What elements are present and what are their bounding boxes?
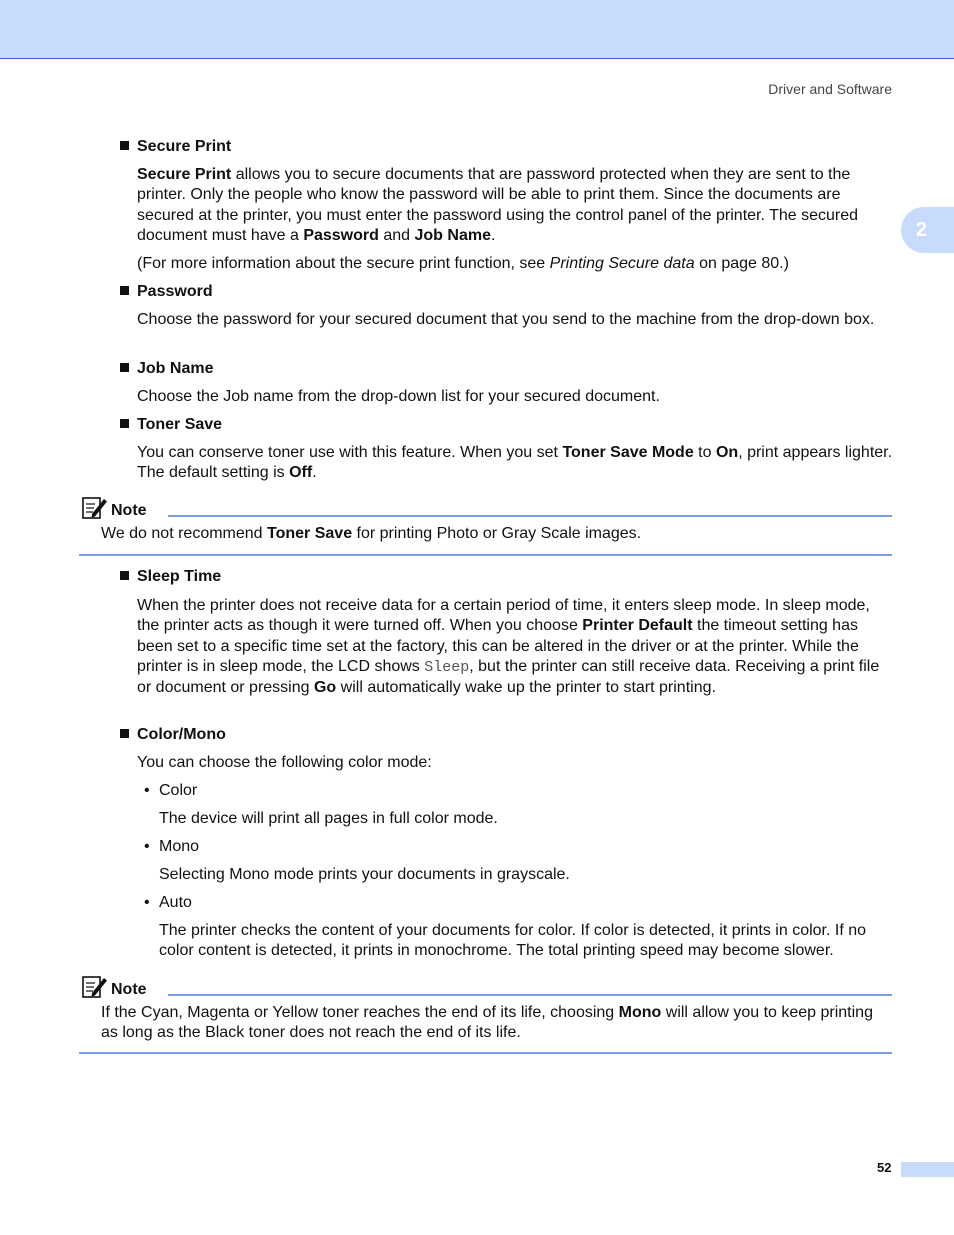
header-band <box>0 0 954 59</box>
square-bullet-icon <box>120 729 129 738</box>
job-name-paragraph <box>137 387 893 407</box>
text-run: to <box>693 444 716 461</box>
secure-print-paragraph <box>137 165 893 246</box>
list-item-auto: • Auto <box>144 894 192 911</box>
square-bullet-icon <box>120 286 129 295</box>
text-run: for printing Photo or Gray Scale images. <box>352 525 642 542</box>
note-top-rule <box>168 994 892 996</box>
note-pencil-icon <box>82 496 108 520</box>
color-description: The device will print all pages in full color mode. <box>159 810 498 827</box>
bold-term: Toner Save <box>267 525 353 542</box>
text-run: Choose the password for your secured document that you send to the machine from the drop-down box. <box>137 311 875 328</box>
bold-term: On <box>715 444 739 461</box>
note-text <box>101 1003 891 1044</box>
chapter-tab[interactable]: 2 <box>901 207 954 253</box>
note-pencil-icon <box>82 975 108 999</box>
text-run: . <box>312 464 317 482</box>
bold-term: Job Name <box>414 226 491 244</box>
text-run: the timeout setting has been set to a specific time set at the factory, this can be altered in the driver or at the printer. While the printer is in sleep mode, the LCD shows <box>137 617 859 675</box>
bold-term: Go <box>313 679 337 697</box>
square-bullet-icon <box>120 141 129 150</box>
section-title: Driver and Software <box>768 81 892 97</box>
note-text <box>101 524 891 544</box>
list-item-mono: • Mono <box>144 838 200 855</box>
square-bullet-icon <box>120 571 129 580</box>
lcd-message: Sleep <box>424 658 470 676</box>
text-run: will automatically wake up the printer to start printing. <box>336 679 716 697</box>
note-bottom-rule <box>79 554 892 556</box>
text-run: , but the printer can still receive data. Receiving a print file or document or pressing <box>137 657 880 697</box>
page-number-bar <box>901 1162 954 1177</box>
square-bullet-icon <box>120 363 129 372</box>
heading-sleep-time: Sleep Time <box>120 567 221 587</box>
list-item-color: • Color <box>144 782 198 799</box>
text-run: When the printer does not receive data for a certain period of time, it enters sleep mode. In sleep mode, the printer acts as though it were turned off. When you choose <box>137 597 870 635</box>
bold-term: Printer Default <box>582 617 693 635</box>
text-run: , print appears lighter. The default setting is <box>137 444 893 482</box>
note-heading: Note <box>82 496 147 520</box>
text-run: (For more information about the secure print function, see <box>137 255 550 272</box>
page-number: 52 <box>877 1160 892 1175</box>
bold-term: Off <box>289 464 313 482</box>
note-top-rule <box>168 515 892 517</box>
heading-secure-print: Secure Print <box>120 137 231 157</box>
text-run: will allow you to keep printing as long as the Black toner does not reach the end of its life. <box>101 1004 873 1042</box>
text-run: . <box>490 226 496 244</box>
auto-description: The printer checks the content of your documents for color. If color is detected, it prints in color. If no color content is detected, it prints in monochrome. The total printing speed may become slower. <box>159 922 867 960</box>
text-run: Choose the Job name from the drop-down list for your secured document. <box>137 388 660 405</box>
heading-color-mono: Color/Mono <box>120 725 226 745</box>
square-bullet-icon <box>120 419 129 428</box>
toner-save-paragraph <box>137 443 893 484</box>
password-paragraph <box>137 310 893 330</box>
note-bottom-rule <box>79 1052 892 1054</box>
note-heading: Note <box>82 975 147 999</box>
text-run: If the Cyan, Magenta or Yellow toner reaches the end of its life, choosing <box>101 1004 619 1021</box>
text-run: and <box>378 226 415 244</box>
bold-term: Password <box>303 226 379 244</box>
mono-description: Selecting Mono mode prints your documents in grayscale. <box>159 866 570 883</box>
sleep-time-paragraph <box>137 596 893 698</box>
bold-term: Mono <box>618 1004 662 1021</box>
heading-job-name: Job Name <box>120 359 213 379</box>
heading-toner-save: Toner Save <box>120 415 222 435</box>
bold-term: Secure Print <box>137 166 232 183</box>
color-mono-intro: You can choose the following color mode: <box>137 754 432 771</box>
bold-term: Toner Save Mode <box>562 444 694 461</box>
heading-password: Password <box>120 282 213 302</box>
text-run: allows you to secure documents that are password protected when they are sent to the printer. Only the people who know the password will be able to print them. Since the documents are secured at the printer, you must enter the password using the control panel of the printer. The secured document must have a <box>137 166 859 244</box>
secure-print-reference <box>137 254 893 274</box>
text-run: We do not recommend <box>101 525 268 542</box>
italic-reference: Printing Secure data <box>549 255 695 272</box>
text-run: You can conserve toner use with this feature. When you set <box>137 444 563 461</box>
text-run: on page 80.) <box>694 255 789 272</box>
